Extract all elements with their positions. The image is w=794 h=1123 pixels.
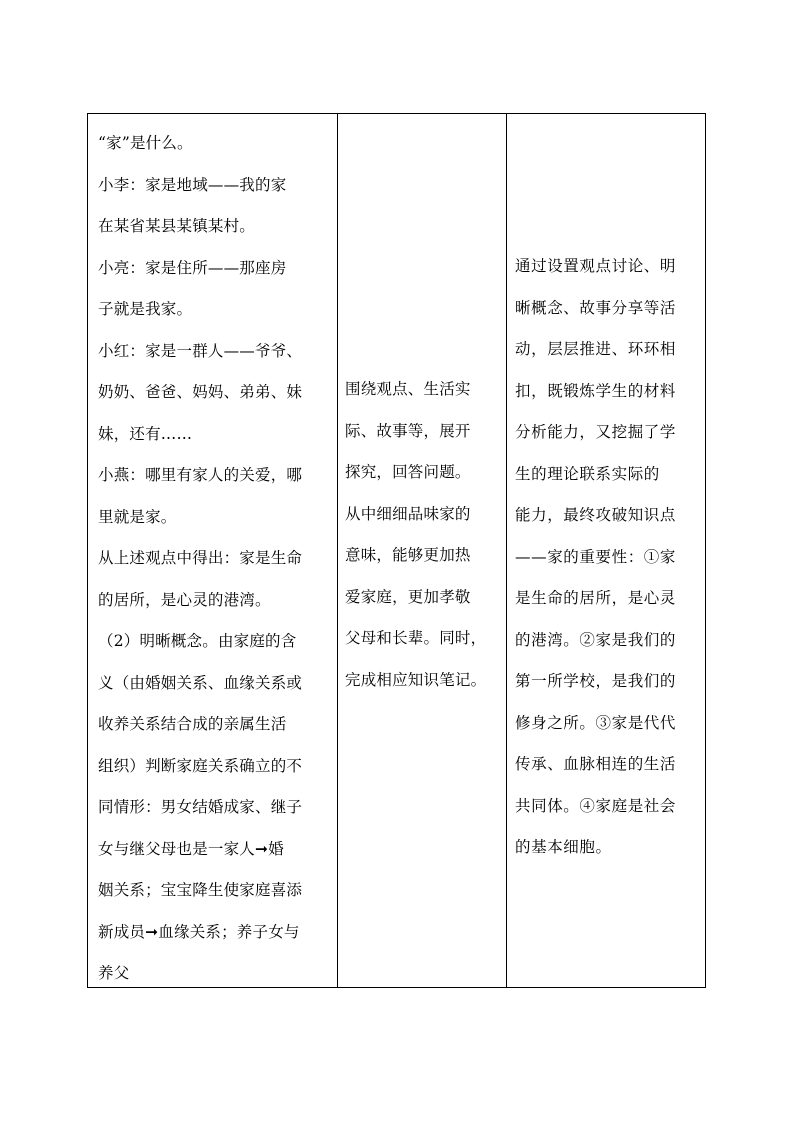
text-line: 动，层层推进、环环相 <box>515 340 677 358</box>
text-line: 女与继父母也是一家人➞婚 <box>98 839 284 858</box>
text-line: 父母和长辈。同时， <box>345 629 487 647</box>
text-line: 第一所学校，是我们的 <box>515 672 677 690</box>
text-line: 传承、血脉相连的生活 <box>515 755 677 773</box>
text-line: 里就是家。 <box>98 507 177 526</box>
text-line: 爱家庭，更加孝敬 <box>345 587 471 606</box>
text-line: （2）明晰概念。由家庭的含 <box>98 632 297 650</box>
text-line: 同情形：男女结婚成家、继子 <box>98 798 303 816</box>
text-line: 共同体。④家庭是社会 <box>515 796 677 815</box>
text-line: 是生命的居所，是心灵 <box>515 589 677 607</box>
column-divider <box>506 114 507 987</box>
student-activity-column <box>345 369 503 701</box>
text-line: 小李：家是地域——我的家 <box>98 175 287 194</box>
text-line: 晰概念、故事分享等活 <box>515 298 677 317</box>
text-line: 子就是我家。 <box>98 300 193 318</box>
text-line: 姻关系；宝宝降生使家庭喜添 <box>98 881 303 899</box>
text-line: 奶奶、爸爸、妈妈、弟弟、妹 <box>98 383 303 401</box>
text-line: 新成员➞血缘关系；养子女与 <box>98 922 300 941</box>
text-line: “家”是什么。 <box>98 134 193 152</box>
text-line: 的基本细胞。 <box>515 838 612 856</box>
text-line: 组织）判断家庭关系确立的不 <box>98 756 303 775</box>
text-line: 扣，既锻炼学生的材料 <box>515 381 677 400</box>
text-line: 分析能力，又挖掘了学 <box>515 423 677 441</box>
text-line: 的港湾。②家是我们的 <box>515 630 677 649</box>
text-line: 修身之所。③家是代代 <box>515 713 677 732</box>
column-divider <box>337 114 338 987</box>
text-line: 围绕观点、生活实 <box>345 380 471 398</box>
text-line: 养父 <box>98 964 130 982</box>
text-line: ——家的重要性：①家 <box>515 547 677 566</box>
text-line: 探究，回答问题。 <box>345 463 471 481</box>
text-line: 从中细细品味家的 <box>345 504 471 523</box>
text-line: 收养关系结合成的亲属生活 <box>98 715 287 733</box>
text-line: 妹，还有…… <box>98 424 193 443</box>
content-table <box>87 113 706 988</box>
text-line: 小亮：家是住所——那座房 <box>98 258 287 277</box>
teaching-content-column <box>98 123 336 995</box>
text-line: 能力，最终攻破知识点 <box>515 506 677 524</box>
text-line: 义（由婚姻关系、血缘关系或 <box>98 673 303 692</box>
text-line: 通过设置观点讨论、明 <box>515 257 677 275</box>
text-line: 小燕：哪里有家人的关爱，哪 <box>98 466 303 484</box>
design-intent-column <box>515 246 705 869</box>
text-line: 生的理论联系实际的 <box>515 464 660 483</box>
text-line: 从上述观点中得出：家是生命 <box>98 549 303 567</box>
text-line: 在某省某县某镇某村。 <box>98 217 256 235</box>
text-line: 小红：家是一群人——爷爷、 <box>98 341 303 360</box>
text-line: 的居所，是心灵的港湾。 <box>98 590 271 609</box>
text-line: 际、故事等，展开 <box>345 421 471 440</box>
text-line: 意味，能够更加热 <box>345 546 471 564</box>
text-line: 完成相应知识笔记。 <box>345 670 487 689</box>
